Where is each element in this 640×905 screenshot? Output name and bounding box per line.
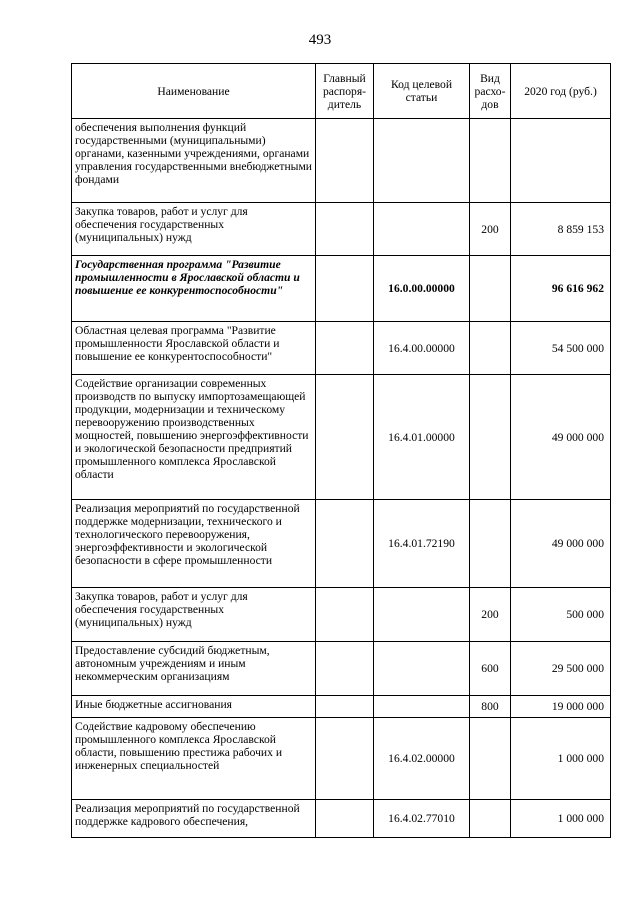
header-name: Наименование [72, 64, 316, 119]
row-main [316, 696, 374, 718]
row-code [374, 696, 470, 718]
table-row [72, 696, 611, 718]
row-name: обеспечения выполнения функций государственными (муниципальными) органами, казенными учреждениями, органами управления государственными внебюджетными фондами [72, 119, 316, 203]
row-sum: 19 000 000 [511, 696, 611, 718]
table-row [72, 375, 611, 500]
row-main [316, 203, 374, 256]
page-number: 493 [308, 32, 332, 48]
header-expense-type: Вид расхо-дов [470, 64, 511, 119]
row-name: Закупка товаров, работ и услуг для обеспечения государственных (муниципальных) нужд [72, 588, 316, 642]
row-main [316, 119, 374, 203]
budget-table [71, 63, 611, 838]
row-main [316, 256, 374, 322]
row-name: Реализация мероприятий по государственной поддержке модернизации, технического и технологического перевооружения, энергоэффективности и экологической безопасности в сфере промышленности [72, 500, 316, 588]
row-kind: 600 [470, 642, 511, 696]
row-sum: 96 616 962 [511, 256, 611, 322]
row-code [374, 642, 470, 696]
row-main [316, 588, 374, 642]
table-row [72, 718, 611, 800]
row-code: 16.4.00.00000 [374, 322, 470, 375]
row-name: Содействие организации современных производств по выпуску импортозамещающей продукции, модернизации и техническому перевооружению производственных мощностей, повышению энергоэффективности и экологической безопасности предприятий промышленного комплекса Ярославской области [72, 375, 316, 500]
row-code: 16.4.01.00000 [374, 375, 470, 500]
header-target-code: Код целевой статьи [374, 64, 470, 119]
row-main [316, 500, 374, 588]
row-kind [470, 119, 511, 203]
table-row-program [72, 256, 611, 322]
row-code: 16.4.02.00000 [374, 718, 470, 800]
row-sum: 1 000 000 [511, 718, 611, 800]
row-sum: 49 000 000 [511, 500, 611, 588]
row-kind [470, 500, 511, 588]
table-row [72, 322, 611, 375]
row-name: Закупка товаров, работ и услуг для обеспечения государственных (муниципальных) нужд [72, 203, 316, 256]
row-name: Областная целевая программа "Развитие промышленности Ярославской области и повышение ее конкурентоспособности" [72, 322, 316, 375]
table-row [72, 642, 611, 696]
row-kind: 800 [470, 696, 511, 718]
row-main [316, 800, 374, 838]
row-kind: 200 [470, 203, 511, 256]
row-sum [511, 119, 611, 203]
row-main [316, 642, 374, 696]
row-code: 16.4.02.77010 [374, 800, 470, 838]
table-row [72, 588, 611, 642]
row-sum: 49 000 000 [511, 375, 611, 500]
header-main-manager: Главный распоря-дитель [316, 64, 374, 119]
table-header-row [72, 64, 611, 119]
row-name: Реализация мероприятий по государственной поддержке кадрового обеспечения, [72, 800, 316, 838]
row-name: Иные бюджетные ассигнования [72, 696, 316, 718]
row-code [374, 588, 470, 642]
row-name: Предоставление субсидий бюджетным, автономным учреждениям и иным некоммерческим организациям [72, 642, 316, 696]
row-sum: 8 859 153 [511, 203, 611, 256]
row-name: Содействие кадровому обеспечению промышленного комплекса Ярославской области, повышению престижа рабочих и инженерных специальностей [72, 718, 316, 800]
row-code [374, 119, 470, 203]
row-sum: 500 000 [511, 588, 611, 642]
header-year-sum: 2020 год (руб.) [511, 64, 611, 119]
row-name: Государственная программа "Развитие промышленности в Ярославской области и повышение ее конкурентоспособности" [72, 256, 316, 322]
table-row [72, 203, 611, 256]
table-row [72, 800, 611, 838]
row-kind [470, 375, 511, 500]
table-row [72, 500, 611, 588]
row-kind [470, 800, 511, 838]
row-main [316, 375, 374, 500]
row-main [316, 718, 374, 800]
table-row [72, 119, 611, 203]
row-code: 16.0.00.00000 [374, 256, 470, 322]
row-kind [470, 718, 511, 800]
row-sum: 54 500 000 [511, 322, 611, 375]
row-sum: 29 500 000 [511, 642, 611, 696]
row-kind: 200 [470, 588, 511, 642]
row-code: 16.4.01.72190 [374, 500, 470, 588]
row-kind [470, 256, 511, 322]
row-main [316, 322, 374, 375]
row-code [374, 203, 470, 256]
row-kind [470, 322, 511, 375]
row-sum: 1 000 000 [511, 800, 611, 838]
